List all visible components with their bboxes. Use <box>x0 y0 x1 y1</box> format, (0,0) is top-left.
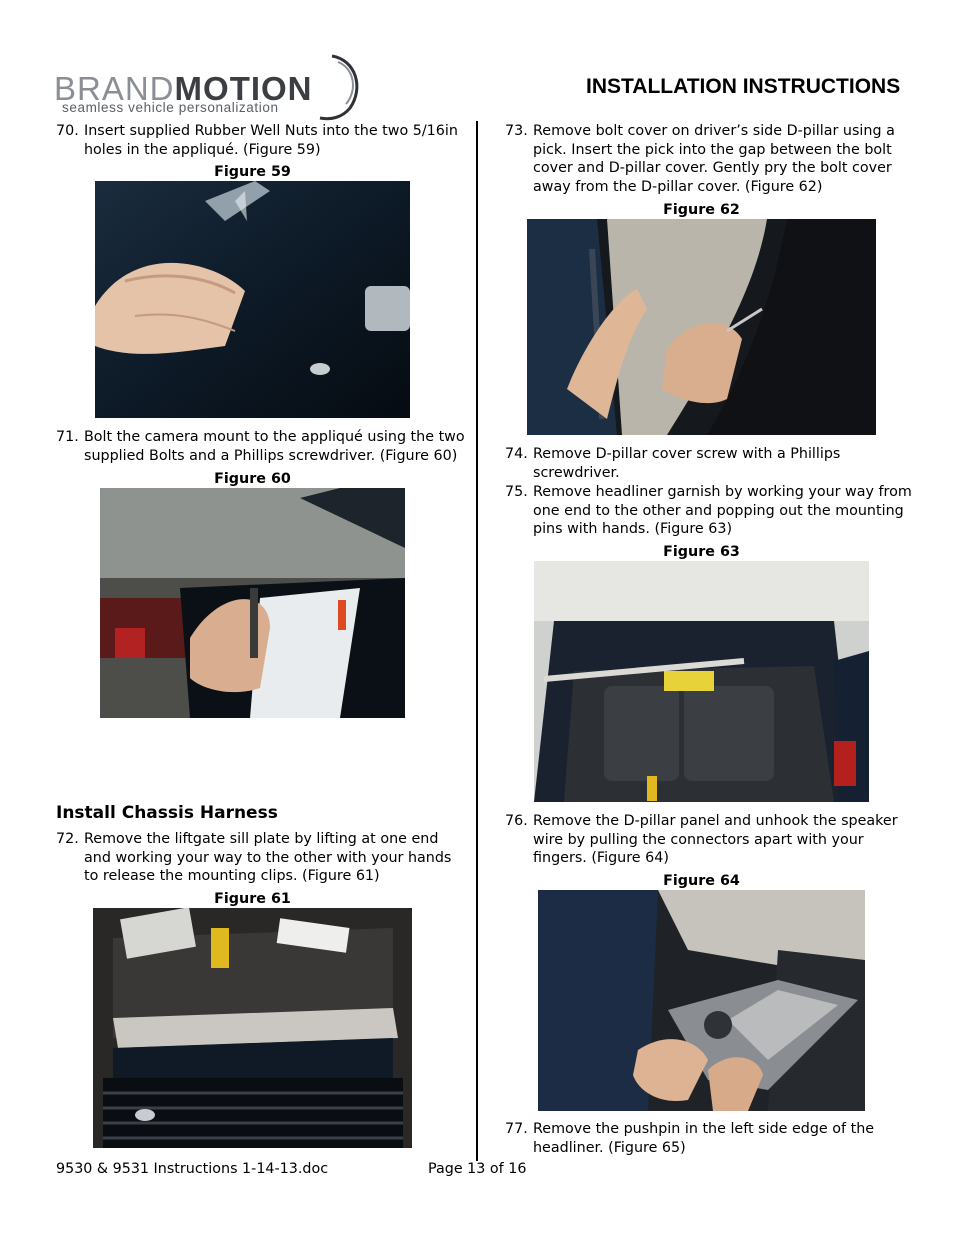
footer-doc-name: 9530 & 9531 Instructions 1-14-13.doc <box>56 1161 329 1177</box>
figure-60-caption: Figure 60 <box>214 471 291 487</box>
footer-page-number: Page 13 of 16 <box>428 1161 527 1177</box>
figure-63-photo <box>534 561 869 802</box>
brand-logo <box>52 52 364 122</box>
figure-62-photo <box>527 219 876 435</box>
column-divider <box>476 121 478 1161</box>
logo-swoosh-icon <box>302 52 364 122</box>
figure-63-caption: Figure 63 <box>663 544 740 560</box>
page-title: INSTALLATION INSTRUCTIONS <box>586 75 901 98</box>
figure-64-photo <box>538 890 865 1111</box>
step-77: 77. Remove the pushpin in the left side edge of the headliner. (Figure 65) <box>505 1121 875 1156</box>
figure-61-caption: Figure 61 <box>214 891 291 907</box>
figure-61-photo <box>93 908 412 1148</box>
figure-62-caption: Figure 62 <box>663 202 740 218</box>
logo-wordmark: BRANDMOTION <box>54 70 313 107</box>
figure-59-photo <box>95 181 410 418</box>
step-70: 70. Insert supplied Rubber Well Nuts into the two 5/16in holes in the appliqué. (Figure 59) <box>56 123 458 158</box>
logo-tagline: seamless vehicle personalization <box>62 100 279 115</box>
step-73: 73. Remove bolt cover on driver’s side D-pillar using a pick. Insert the pick into the gap between the bolt cover and D-pillar cover. Gently pry the bolt cover away from the D-pillar cover. (Figure 62) <box>505 123 895 196</box>
step-71: 71. Bolt the camera mount to the appliqué using the two supplied Bolts and a Phillips screwdriver. (Figure 60) <box>56 429 465 464</box>
section-heading: Install Chassis Harness <box>56 803 278 823</box>
step-76: 76. Remove the D-pillar panel and unhook the speaker wire by pulling the connectors apart with your fingers. (Figure 64) <box>505 813 898 867</box>
step-74: 74. Remove D-pillar cover screw with a Phillips screwdriver. <box>505 446 841 481</box>
step-75: 75. Remove headliner garnish by working your way from one end to the other and popping out the mounting pins with hands. (Figure 63) <box>505 484 912 538</box>
figure-64-caption: Figure 64 <box>663 873 740 889</box>
figure-59-caption: Figure 59 <box>214 164 291 180</box>
step-72: 72. Remove the liftgate sill plate by lifting at one end and working your way to the other with your hands to release the mounting clips. (Figure 61) <box>56 831 452 885</box>
figure-60-photo <box>100 488 405 718</box>
